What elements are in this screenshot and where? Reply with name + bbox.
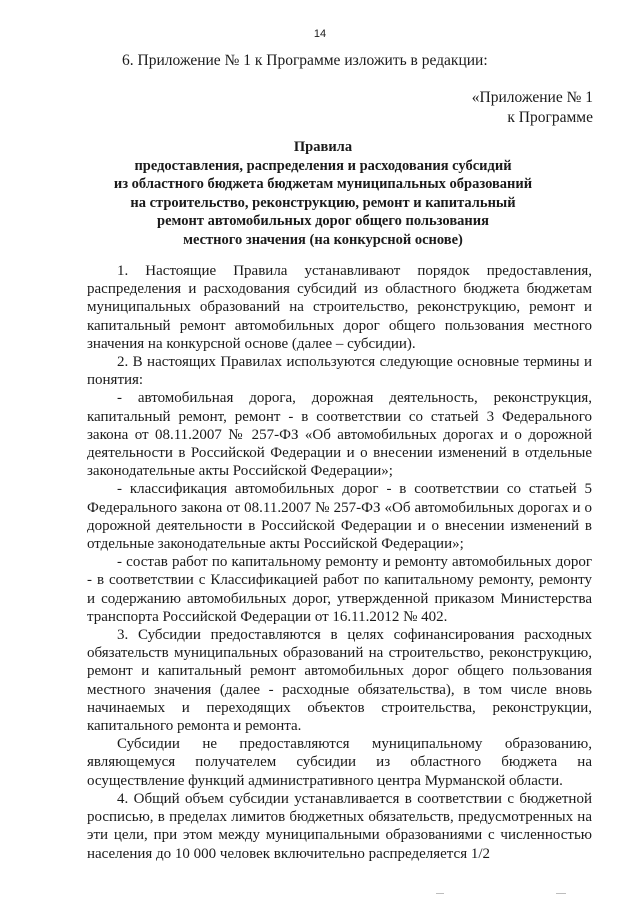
- scan-edge-marks: [0, 893, 640, 899]
- paragraph-2: 2. В настоящих Правилах используются следующие основные термины и понятия:: [87, 354, 592, 389]
- rules-title-line-2: предоставления, распределения и расходования субсидий: [134, 157, 512, 174]
- paragraph-1: 1. Настоящие Правила устанавливают порядок предоставления, распределения и расходования субсидий из областного бюджета бюджетам муниципальных образований на строительство, реконструкцию, ремонт и капитальный ремонт автомобильных дорог общего пользования местного значения на конкурсной основе (далее – субсидии).: [87, 263, 592, 352]
- paragraph-4: 4. Общий объем субсидии устанавливается в соответствии с бюджетной росписью, в пределах лимитов бюджетных обязательств, предусмотренных на эти цели, при этом между муниципальными образованиями с численностью населения до 10 000 человек включительно распределяется 1/2: [87, 790, 592, 862]
- appendix-reference-line-2: к Программе: [507, 109, 593, 126]
- term-highway: - автомобильная дорога, дорожная деятельность, реконструкция, капитальный ремонт, ремонт - в соответствии со статьей 3 Федерального закона от 08.11.2007 № 257-ФЗ «Об автомобильных дорогах и о дорожной деятельности в Российской Федерации и о внесении изменений в отдельные законодательные акты Российской Федерации»;: [87, 390, 592, 480]
- rules-title-line-1: Правила: [293, 139, 353, 155]
- rules-title-line-4: на строительство, реконструкцию, ремонт и капитальный: [130, 194, 516, 211]
- rules-title-line-6: местного значения (на конкурсной основе): [183, 231, 463, 248]
- paragraph-3: 3. Субсидии предоставляются в целях софинансирования расходных обязательств муниципальных образований на строительство, реконструкцию, ремонт и капитальный ремонт автомобильных дорог общего пользования местного значения (далее - расходные обязательства), в том числе вновь начинаемых и переходящих объектов строительства, реконструкции, капитального ремонта и ремонта.: [87, 627, 592, 735]
- rules-title-line-3: из областного бюджета бюджетам муниципальных образований: [113, 176, 533, 192]
- rules-title: [60, 138, 586, 249]
- page-number: 14: [313, 28, 327, 40]
- appendix-reference-line-1: «Приложение № 1: [471, 89, 593, 106]
- paragraph-3-exception: Субсидии не предоставляются муниципальному образованию, являющемуся получателем субсидии из областного бюджета на осуществление функций административного центра Мурманской области.: [87, 736, 592, 789]
- term-work-composition: - состав работ по капитальному ремонту и ремонту автомобильных дорог - в соответствии с Классификацией работ по капитальному ремонту, ремонту и содержанию автомобильных дорог, утвержденной приказом Министерства транспорта Российской Федерации от 16.11.2012 № 402.: [87, 554, 592, 625]
- rules-body: [87, 262, 592, 863]
- rules-title-line-5: ремонт автомобильных дорог общего пользования: [157, 213, 489, 229]
- amendment-intro: 6. Приложение № 1 к Программе изложить в редакции:: [122, 52, 488, 69]
- term-classification: - классификация автомобильных дорог - в соответствии со статьей 5 Федерального закона от 08.11.2007 № 257-ФЗ «Об автомобильных дорогах и о дорожной деятельности в Российской Федерации и о внесении изменений в отдельные законодательные акты Российской Федерации»;: [87, 481, 592, 553]
- appendix-reference: [472, 88, 593, 128]
